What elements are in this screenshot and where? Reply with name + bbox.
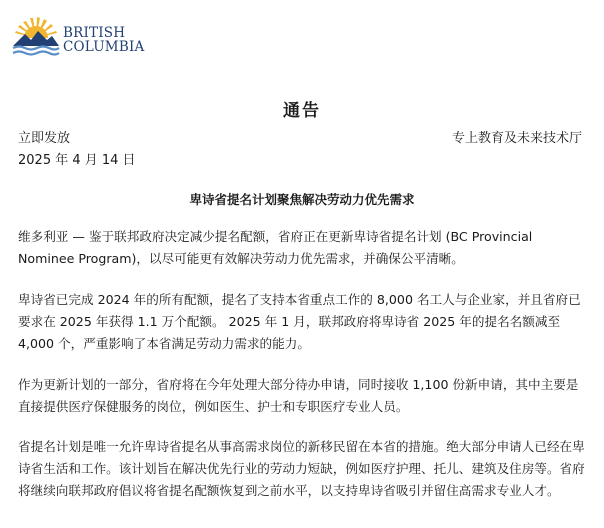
bc-wordmark [63,26,144,54]
notice-title: 通告 [283,101,321,121]
bc-sun-mountain-icon [11,16,61,58]
paragraph-3: 作为更新计划的一部分，省府将在今年处理大部分待办申请，同时接收 1,100 份新申请，其中主要是直接提供医疗保健服务的岗位，例如医生、护士和专职医疗专业人员。 [18,377,579,414]
news-headline: 卑诗省提名计划聚焦解决劳动力优先需求 [189,192,415,207]
paragraph-4: 省提名计划是唯一允许卑诗省提名从事高需求岗位的新移民留在本省的措施。绝大部分申请人已经在卑诗省生活和工作。该计划旨在解决优先行业的劳动力短缺，例如医疗护理、托儿、建筑及住房等。省府将继续向联邦政府倡议将省提名配额恢复到之前水平，以支持卑诗省吸引并留住高需求专业人才。 [18,439,585,498]
paragraph-1: 维多利亚 — 鉴于联邦政府决定减少提名配额，省府正在更新卑诗省提名计划 (BC Provincial Nominee Program)，以尽可能更有效解决劳动力优先需求，并确保公平清晰。 [18,229,533,266]
ministry-name: 专上教育及未来技术厅 [451,131,582,146]
bc-logo [11,16,145,58]
logo-line-2: COLUMBIA [63,39,145,55]
paragraph-2: 卑诗省已完成 2024 年的所有配额，提名了支持本省重点工作的 8,000 名工人与企业家，并且省府已要求在 2025 年获得 1.1 万个配额。 2025 年 1 月，联邦政府将卑诗省 2025 年的提名名额减至 4,000 个，严重影响了本省满足劳动力需求的能力。 [18,292,581,351]
release-label: 立即发放 [18,131,71,146]
release-date: 2025 年 4 月 14 日 [18,153,136,168]
logo-line-1: BRITISH [63,25,126,41]
release-info [18,128,136,172]
